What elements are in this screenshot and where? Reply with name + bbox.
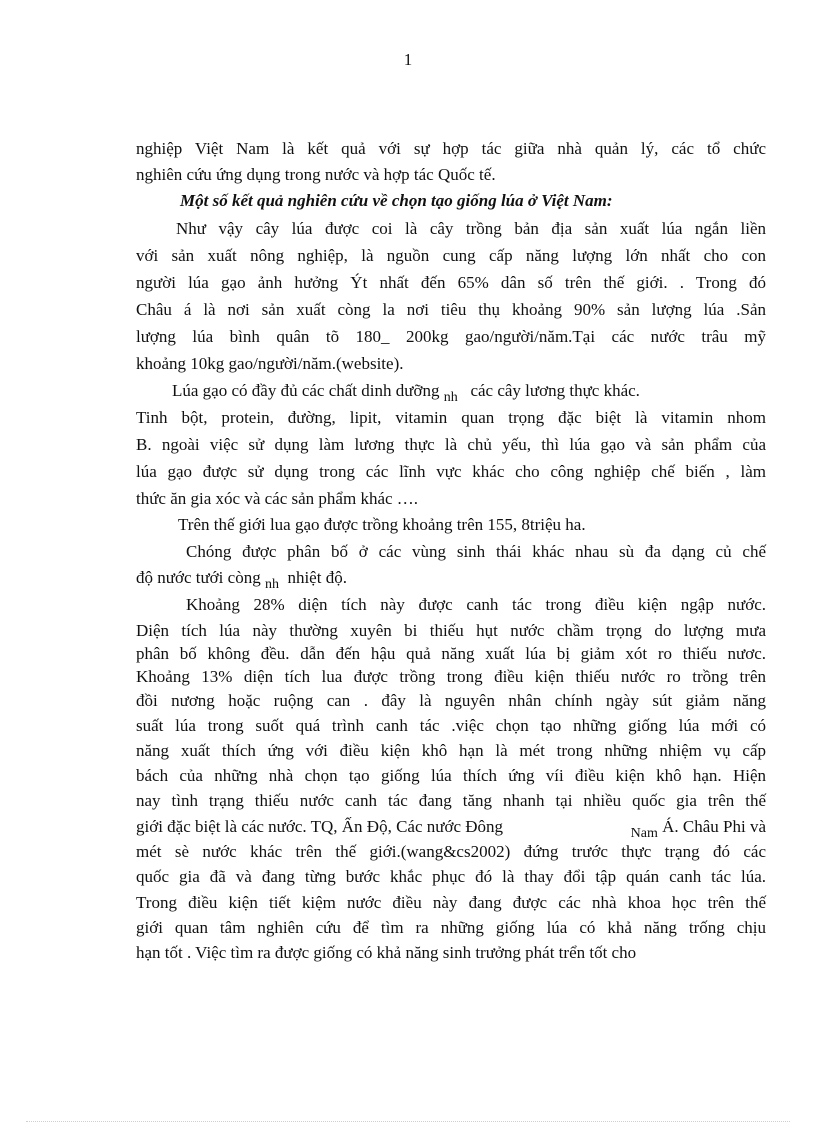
- text-line: nghiên cứu ứng dụng trong nước và hợp tác Quốc tế.: [136, 165, 496, 184]
- text-fragment: nh: [443, 390, 458, 405]
- text-line: hạn tốt . Việc tìm ra được giống có khả năng sinh trưởng phát trển tốt cho: [136, 943, 637, 962]
- text-line: Trong điều kiện tiết kiệm nước điều này đang được các nhà khoa học trên thế: [136, 893, 766, 912]
- text-line: nay tình trạng thiếu nước canh tác đang tăng nhanh tại nhiều quốc gia trên thế: [136, 791, 766, 810]
- text-line: người lúa gạo ảnh hưởng Ýt nhất đến 65% dân số trên thế giới. . Trong đó: [136, 273, 766, 292]
- text-fragment: nh: [264, 577, 279, 592]
- text-line: đồi nương hoặc ruộng can . đây là nguyên nhân chính ngày sút giảm năng: [136, 691, 766, 710]
- text-fragment: Á. Châu Phi và: [662, 817, 766, 836]
- text-line: [172, 380, 640, 404]
- text-line: quốc gia đã và đang từng bước khắc phục đó là thay đổi tập quán canh tác lúa.: [136, 867, 766, 886]
- text-fragment: nhiệt độ.: [287, 568, 347, 587]
- text-line: Khoảng 28% diện tích này được canh tác trong điều kiện ngập nước.: [186, 595, 766, 614]
- text-line: Diện tích lúa này thường xuyên bi thiếu hụt nước chầm trọng do lượng mưa: [136, 621, 766, 640]
- text-fragment: các cây lương thực khác.: [470, 381, 640, 400]
- text-line: B. ngoài việc sử dụng làm lương thực là chủ yếu, thì lúa gạo và sản phẩm của: [136, 435, 766, 454]
- text-line: với sản xuất nông nghiệp, là nguồn cung cấp năng lượng lớn nhất cho con: [136, 246, 766, 265]
- text-line: [136, 816, 766, 840]
- text-line: nghiệp Việt Nam là kết quả với sự hợp tác giữa nhà quản lý, các tổ chức: [136, 139, 766, 158]
- text-line: Trên thế giới lua gạo được trồng khoảng trên 155, 8triệu ha.: [178, 515, 586, 534]
- text-line: lúa gạo được sử dụng trong các lĩnh vực khác cho công nghiệp chế biến , làm: [136, 462, 766, 481]
- page-bottom-border: [26, 1121, 790, 1122]
- text-line: năng xuất thích ứng với điều kiện khô hạn là mét trong những nhiệm vụ cấp: [136, 741, 766, 760]
- text-line: giới quan tâm nghiên cứu để tìm ra những giống lúa có khả năng trống chịu: [136, 918, 766, 937]
- text-line: lượng lúa bình quân tõ 180_ 200kg gao/người/năm.Tại các nước trâu mỹ: [136, 327, 766, 346]
- text-line: Châu á là nơi sản xuất còng la nơi tiêu thụ khoảng 90% sản lượng lúa .Sản: [136, 300, 766, 319]
- text-line: Chóng được phân bố ở các vùng sinh thái khác nhau sù đa dạng củ chế: [186, 542, 766, 561]
- text-line: suất lúa trong suốt quá trình canh tác .việc chọn tạo những giống lúa mới có: [136, 716, 766, 735]
- text-line: [136, 567, 347, 591]
- text-fragment: Nam: [630, 826, 658, 841]
- text-line: khoảng 10kg gao/người/năm.(website).: [136, 354, 404, 373]
- text-fragment: Lúa gạo có đầy đủ các chất dinh dưỡng: [172, 381, 440, 400]
- text-fragment: độ nước tưới còng: [136, 568, 261, 587]
- text-line: bách của những nhà chọn tạo giống lúa thích ứng víi điều kiện khô hạn. Hiện: [136, 766, 766, 785]
- text-line: phân bố không đều. dẫn đến hậu quả năng xuất lúa bị giảm xót ro thiếu nươc.: [136, 644, 766, 663]
- text-line: Như vậy cây lúa được coi là cây trồng bản địa sản xuất lúa ngắn liền: [176, 219, 766, 238]
- text-line: thức ăn gia xóc và các sản phẩm khác ….: [136, 489, 419, 508]
- section-heading: Một số kết quả nghiên cứu về chọn tạo giống lúa ở Việt Nam:: [180, 191, 613, 210]
- text-line: mét sè nước khác trên thế giới.(wang&cs2002) đứng trước thực trạng đó các: [136, 842, 766, 861]
- text-fragment: [631, 816, 766, 840]
- text-line: Tinh bột, protein, đường, lipit, vitamin quan trọng đặc biệt là vitamin nhom: [136, 408, 766, 427]
- text-line: Khoảng 13% diện tích lua được trồng trong điều kiện thiếu nước ro trồng trên: [136, 667, 766, 686]
- page-number: 1: [403, 50, 413, 69]
- text-fragment: giới đặc biệt là các nước. TQ, Ấn Độ, Các nước Đông: [136, 817, 504, 836]
